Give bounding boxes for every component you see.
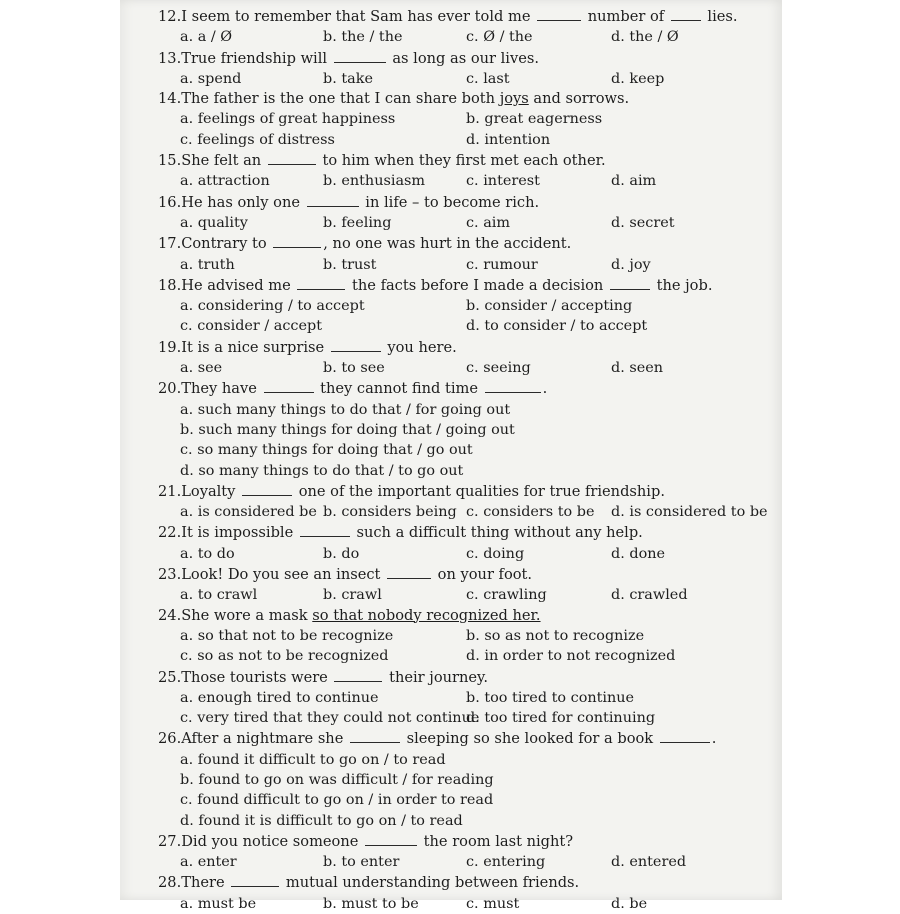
question-text: as long as our lives. xyxy=(387,49,539,67)
option-d: d. seen xyxy=(611,360,664,377)
option-a: a. considering / to accept xyxy=(180,298,365,315)
answer-options xyxy=(158,688,798,729)
option-a: a. feelings of great happiness xyxy=(180,111,396,128)
option-b: b. considers being xyxy=(323,504,457,521)
option-b: b. consider / accepting xyxy=(466,298,633,315)
option-a: a. quality xyxy=(180,214,248,231)
question-text: and sorrows. xyxy=(528,90,630,108)
answer-blank xyxy=(350,728,400,743)
question-number: 27. xyxy=(158,832,182,850)
question-text: in life – to become rich. xyxy=(360,193,540,211)
question-number: 15. xyxy=(158,152,182,170)
answer-blank xyxy=(334,48,386,63)
question-number: 20. xyxy=(158,380,182,398)
option-b: b. crawl xyxy=(323,587,382,604)
option-a: a. truth xyxy=(180,256,235,273)
question-text: It is a nice surprise xyxy=(181,338,329,356)
underlined-phrase: joys xyxy=(499,90,529,108)
option-a: a. enough tired to continue xyxy=(180,689,379,706)
option-d: d. intention xyxy=(466,131,551,148)
question-text: their journey. xyxy=(384,668,488,686)
option-c: c. doing xyxy=(466,545,525,562)
question-17 xyxy=(158,233,798,254)
answer-options xyxy=(158,27,798,47)
answer-options xyxy=(158,109,798,150)
question-number: 25. xyxy=(158,668,182,686)
answer-options xyxy=(158,894,798,914)
answer-blank xyxy=(365,831,417,846)
question-text: they cannot find time xyxy=(315,380,483,398)
option-b: b. to enter xyxy=(323,854,400,871)
option-a: a. a / Ø xyxy=(180,29,233,46)
question-text: He has only one xyxy=(181,193,305,211)
question-text: I seem to remember that Sam has ever told me xyxy=(181,8,536,25)
option-c: c. aim xyxy=(466,214,511,231)
option-c: c. seeing xyxy=(466,360,531,377)
question-26 xyxy=(158,728,798,749)
answer-options xyxy=(158,626,798,667)
question-number: 19. xyxy=(158,338,182,356)
question-18 xyxy=(158,275,798,296)
answer-options xyxy=(158,69,798,89)
answer-blank xyxy=(660,728,710,743)
option-c: c. so many things for doing that / go out xyxy=(180,442,473,459)
option-c: c. so as not to be recognized xyxy=(180,648,389,665)
answer-options xyxy=(158,255,798,275)
option-b: b. do xyxy=(323,545,360,562)
option-b: b. too tired to continue xyxy=(466,689,635,706)
question-25 xyxy=(158,667,798,688)
question-12 xyxy=(158,6,798,27)
book-page xyxy=(120,0,782,912)
question-text: sleeping so she looked for a book xyxy=(402,730,658,748)
answer-blank xyxy=(273,233,321,248)
option-c: c. last xyxy=(466,70,510,87)
question-20 xyxy=(158,378,798,399)
answer-blank xyxy=(331,337,381,352)
question-text: lies. xyxy=(702,8,738,25)
answer-options xyxy=(158,852,798,872)
question-text: She wore a mask xyxy=(181,606,313,624)
answer-blank xyxy=(307,192,359,207)
answer-options xyxy=(158,213,798,233)
question-text: The father is the one that I can share both xyxy=(181,90,500,108)
option-d: d. joy xyxy=(611,256,651,273)
option-c: c. very tired that they could not continue xyxy=(180,710,480,727)
option-c: c. must xyxy=(466,895,520,912)
option-a: a. must be xyxy=(180,895,257,912)
option-a: a. to do xyxy=(180,545,235,562)
question-text: They have xyxy=(181,380,262,398)
option-c: c. found difficult to go on / in order to read xyxy=(180,792,494,809)
option-a: a. spend xyxy=(180,70,242,87)
option-d: d. found it is difficult to go on / to read xyxy=(180,812,463,829)
answer-blank xyxy=(671,6,701,21)
option-b: b. enthusiasm xyxy=(323,173,426,190)
question-text: Did you notice someone xyxy=(181,832,364,850)
option-b: b. must to be xyxy=(323,895,419,912)
answer-options xyxy=(158,585,798,605)
question-number: 26. xyxy=(158,730,182,748)
question-number: 28. xyxy=(158,874,182,892)
question-text: you here. xyxy=(382,338,457,356)
question-text: She felt an xyxy=(181,152,266,170)
answer-options xyxy=(158,502,798,522)
answer-blank xyxy=(537,6,581,21)
option-d: d. in order to not recognized xyxy=(466,648,676,665)
option-d: d. is considered to be xyxy=(611,504,768,521)
question-19 xyxy=(158,337,798,358)
answer-blank xyxy=(610,275,650,290)
option-d: d. to consider / to accept xyxy=(466,318,648,335)
question-text: Loyalty xyxy=(181,482,241,500)
answer-options xyxy=(158,358,798,378)
question-text: , no one was hurt in the accident. xyxy=(323,235,572,253)
question-number: 22. xyxy=(158,524,182,542)
question-text: . xyxy=(542,380,548,398)
answer-options xyxy=(158,296,798,337)
question-21 xyxy=(158,481,798,502)
question-text: the facts before I made a decision xyxy=(347,276,608,294)
option-c: c. consider / accept xyxy=(180,318,323,335)
question-text: Look! Do you see an insect xyxy=(181,566,386,584)
option-c: c. considers to be xyxy=(466,504,595,521)
question-number: 18. xyxy=(158,276,182,294)
option-a: a. see xyxy=(180,360,223,377)
option-d: d. the / Ø xyxy=(611,29,679,46)
question-13 xyxy=(158,48,798,69)
answer-blank xyxy=(242,481,292,496)
option-c: c. entering xyxy=(466,854,546,871)
answer-blank xyxy=(231,872,279,887)
question-number: 23. xyxy=(158,566,182,584)
option-b: b. feeling xyxy=(323,214,392,231)
question-number: 13. xyxy=(158,49,182,67)
question-text: True friendship will xyxy=(181,49,332,67)
question-22 xyxy=(158,522,798,543)
question-text: After a nightmare she xyxy=(181,730,348,748)
option-a: a. enter xyxy=(180,854,237,871)
question-number: 17. xyxy=(158,235,182,253)
question-27 xyxy=(158,831,798,852)
option-b: b. found to go on was difficult / for reading xyxy=(180,771,494,788)
option-c: c. interest xyxy=(466,173,540,190)
option-c: c. crawling xyxy=(466,587,547,604)
question-23 xyxy=(158,564,798,585)
option-d: d. secret xyxy=(611,214,675,231)
question-number: 21. xyxy=(158,482,182,500)
option-c: c. feelings of distress xyxy=(180,131,335,148)
option-c: c. rumour xyxy=(466,256,538,273)
option-d: d. crawled xyxy=(611,587,688,604)
option-d: d. so many things to do that / to go out xyxy=(180,462,464,479)
question-14 xyxy=(158,89,798,109)
answer-blank xyxy=(334,667,382,682)
question-28 xyxy=(158,872,798,893)
answer-blank xyxy=(387,564,431,579)
option-a: a. so that not to be recognize xyxy=(180,627,394,644)
question-text: He advised me xyxy=(181,276,296,294)
question-text: It is impossible xyxy=(181,524,298,542)
option-a: a. is considered be xyxy=(180,504,317,521)
answer-options xyxy=(158,171,798,191)
question-text: number of xyxy=(583,8,669,25)
option-d: d. done xyxy=(611,545,666,562)
question-text: the room last night? xyxy=(419,832,574,850)
option-d: d. entered xyxy=(611,854,687,871)
question-text: There xyxy=(181,874,230,892)
answer-options xyxy=(158,750,798,831)
option-a: a. found it difficult to go on / to read xyxy=(180,751,446,768)
question-number: 12. xyxy=(158,8,182,25)
question-text: such a difficult thing without any help. xyxy=(351,524,643,542)
option-b: b. so as not to recognize xyxy=(466,627,645,644)
answer-blank xyxy=(297,275,345,290)
question-16 xyxy=(158,192,798,213)
option-b: b. trust xyxy=(323,256,377,273)
underlined-phrase: so that nobody recognized her. xyxy=(312,606,541,624)
question-number: 24. xyxy=(158,606,182,624)
answer-options xyxy=(158,544,798,564)
answer-options xyxy=(158,400,798,481)
question-text: mutual understanding between friends. xyxy=(281,874,580,892)
option-b: b. to see xyxy=(323,360,385,377)
option-d: d. aim xyxy=(611,173,657,190)
option-a: a. such many things to do that / for going out xyxy=(180,401,511,418)
question-text: Those tourists were xyxy=(181,668,333,686)
question-number: 16. xyxy=(158,193,182,211)
answer-blank xyxy=(485,378,541,393)
option-b: b. such many things for doing that / going out xyxy=(180,421,515,438)
question-text: one of the important qualities for true friendship. xyxy=(294,482,665,500)
question-24 xyxy=(158,606,798,626)
question-text: the job. xyxy=(651,276,713,294)
question-text: on your foot. xyxy=(433,566,533,584)
question-text: to him when they first met each other. xyxy=(317,152,606,170)
option-d: d. keep xyxy=(611,70,665,87)
exercise-list xyxy=(158,6,798,914)
option-c: c. Ø / the xyxy=(466,29,533,46)
question-15 xyxy=(158,150,798,171)
answer-blank xyxy=(264,378,314,393)
question-text: . xyxy=(711,730,717,748)
question-text: Contrary to xyxy=(181,235,272,253)
answer-blank xyxy=(300,522,350,537)
option-d: d. be xyxy=(611,895,648,912)
option-b: b. take xyxy=(323,70,373,87)
option-d: d. too tired for continuing xyxy=(466,710,656,727)
option-b: b. great eagerness xyxy=(466,111,603,128)
option-a: a. attraction xyxy=(180,173,270,190)
option-a: a. to crawl xyxy=(180,587,258,604)
answer-blank xyxy=(268,150,316,165)
option-b: b. the / the xyxy=(323,29,403,46)
question-number: 14. xyxy=(158,90,182,108)
